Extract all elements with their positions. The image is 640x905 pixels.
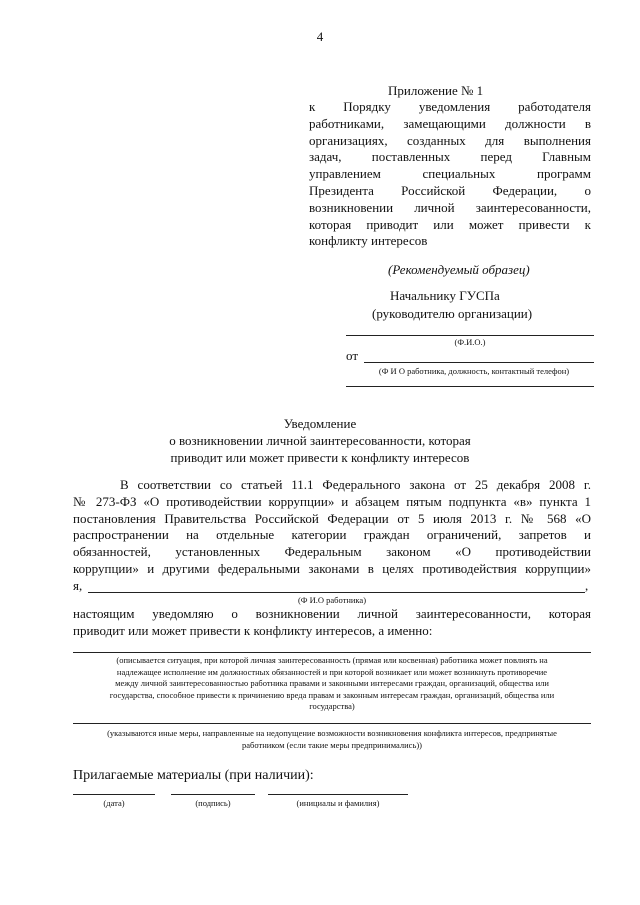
body-line: настоящим уведомляю о возникновении личной заинтересованности, которая [73,606,591,621]
situation-caption [73,655,591,713]
from-line[interactable] [364,362,594,363]
body-paragraph-1 [73,477,591,578]
situation-caption-line: (описывается ситуация, при которой личная заинтересованность (прямая или косвенная) работника может повлиять на [116,655,548,665]
measures-caption [73,728,591,751]
ya-label: я, [73,578,83,593]
appendix-line: Президента Российской Федерации, о [309,182,591,198]
from-label: от [346,348,359,363]
from-line-2[interactable] [346,386,594,387]
body-line: обязанностей, установленных Федеральным законом «О противодействии [73,544,591,560]
initials-line[interactable] [268,794,408,795]
measures-caption-line: работником (если такие меры предпринимались)) [242,739,422,750]
appendix-line: организациях, созданных для выполнения [309,132,591,148]
appendix-text [309,99,591,250]
appendix-line: работниками, замещающими должности в [309,115,591,131]
body-line: приводит или может привести к конфликту интересов, а именно: [73,622,433,638]
body-paragraph-2 [73,606,591,640]
body-line: распространении на отдельные категории граждан ограничений, запретов и [73,527,591,543]
body-line: постановления Правительства Российской Федерации от 5 июля 2013 г. № 568 «О [73,510,591,526]
appendix-line: возникновении личной заинтересованности, [309,199,591,215]
addressee-title: Начальнику ГУСПа [390,288,500,303]
situation-caption-line: надлежащее исполнение им должностных обязанностей и при которой возникает или может возникнуть противоречие [116,666,548,677]
appendix-line: задач, поставленных перед Главным [309,149,591,165]
situation-caption-line: между личной заинтересованностью работника правами и законными интересами граждан, организаций, общества или [115,678,549,688]
appendix-line: управлением специальных программ [309,166,591,182]
from-caption: (Ф И О работника, должность, контактный телефон) [378,366,570,376]
body-line: коррупции» и другими федеральными законами в целях противодействия коррупции» [73,560,591,576]
appendix-title: Приложение № 1 [388,83,484,98]
page-number: 4 [316,29,324,44]
addressee-subtitle: (руководителю организации) [372,306,533,321]
notice-subtitle-1: о возникновении личной заинтересованности, которая [169,433,471,448]
date-caption: (дата) [103,798,125,808]
situation-caption-line: государства, способное привести к причинению вреда правам и законным интересам граждан, организаций, общества или [109,689,555,700]
notice-subtitle-2: приводит или может привести к конфликту интересов [170,450,470,465]
appendix-line: конфликту интересов [309,233,428,249]
measures-line[interactable] [73,723,591,724]
situation-line[interactable] [73,652,591,653]
initials-caption: (инициалы и фамилия) [296,798,380,808]
measures-caption-line: (указываются иные меры, направленные на недопущение возможности возникновения конфликта интересов, предпринятые [107,728,557,738]
date-line[interactable] [73,794,155,795]
appendix-line: к Порядку уведомления работодателя [309,99,591,114]
attachments-label: Прилагаемые материалы (при наличии): [73,768,314,783]
worker-caption: (Ф И.О работника) [297,595,367,605]
recommended-template-label: (Рекомендуемый образец) [388,262,530,277]
body-line: № 273-ФЗ «О противодействии коррупции» и абзацем пятым подпункта «в» пункта 1 [73,493,591,509]
notice-title: Уведомление [283,416,357,431]
worker-fio-line[interactable] [88,592,585,593]
addressee-fio-line[interactable] [346,335,594,336]
fio-caption: (Ф.И.О.) [454,337,486,347]
signature-caption: (подпись) [195,798,231,808]
signature-line[interactable] [171,794,255,795]
situation-caption-line: государства) [309,701,355,711]
body-line: В соответствии со статьей 11.1 Федерального закона от 25 декабря 2008 г. [120,477,591,492]
appendix-line: которая приводит или может привести к [309,216,591,232]
comma: , [585,578,589,593]
